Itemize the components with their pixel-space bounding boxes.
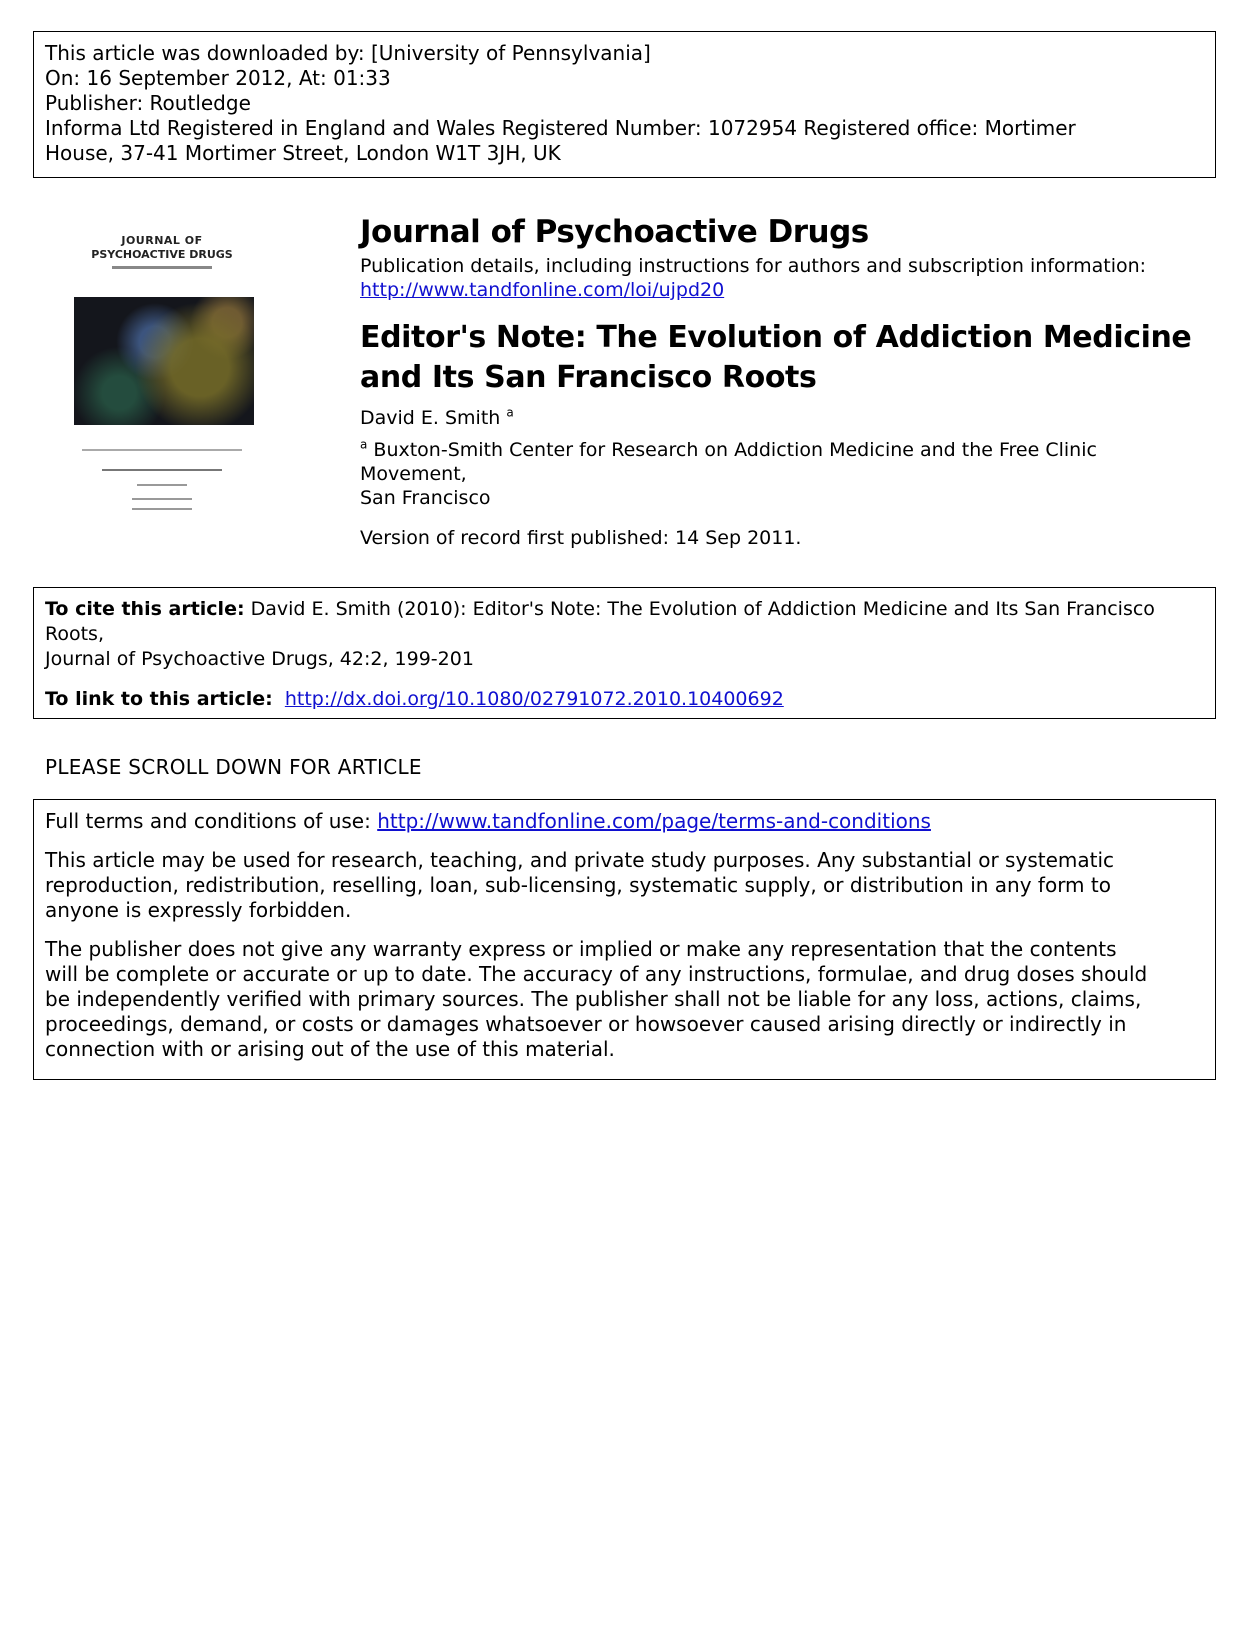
terms-box (33, 799, 1216, 1080)
article-title (360, 318, 1200, 398)
article-title-line1: Editor's Note: The Evolution of Addiction Medicine (360, 320, 1192, 355)
terms-p2-line: The publisher does not give any warranty express or implied or make any representation that the contents (45, 937, 1117, 961)
journal-link[interactable]: http://www.tandfonline.com/loi/ujpd20 (360, 279, 725, 301)
link-label: To link to this article: (45, 688, 273, 710)
article-title-line2: and Its San Francisco Roots (360, 360, 817, 395)
author (360, 406, 1200, 430)
terms-p2-line: will be complete or accurate or up to date. The accuracy of any instructions, formulae, and drug doses should (45, 962, 1148, 986)
cover-rule (82, 449, 242, 451)
download-date-line: On: 16 September 2012, At: 01:33 (45, 66, 391, 90)
cite-text-line2: Journal of Psychoactive Drugs, 42:2, 199-201 (45, 648, 474, 670)
journal-title: Journal of Psychoactive Drugs (360, 214, 869, 250)
terms-paragraph-1 (45, 848, 1204, 923)
doi-link[interactable]: http://dx.doi.org/10.1080/02791072.2010.10400692 (284, 688, 784, 710)
cite-text-line1: David E. Smith (2010): Editor's Note: The Evolution of Addiction Medicine and Its San Francisco Roots, (45, 598, 1155, 645)
affiliation (360, 438, 1200, 510)
affiliation-mark: a (360, 437, 368, 452)
cover-title-line1: JOURNAL OF (121, 234, 203, 247)
cover-text-mark (132, 508, 192, 510)
terms-p2-line: connection with or arising out of the use of this material. (45, 1037, 615, 1061)
terms-p2-line: proceedings, demand, or costs or damages whatsoever or howsoever caused arising directly or indirectly in (45, 1012, 1127, 1036)
scroll-down-note: PLEASE SCROLL DOWN FOR ARTICLE (45, 755, 422, 779)
journal-cover-image (62, 222, 262, 522)
registration-line: Informa Ltd Registered in England and Wales Registered Number: 1072954 Registered office: Mortimer (45, 116, 1076, 140)
download-notice-box (33, 31, 1216, 178)
citation-box (33, 587, 1216, 719)
terms-p1-line: This article may be used for research, teaching, and private study purposes. Any substantial or systematic (45, 848, 1115, 872)
terms-label: Full terms and conditions of use: (45, 809, 378, 833)
cover-text-mark (132, 498, 192, 500)
author-name: David E. Smith (360, 407, 501, 429)
cover-artwork (74, 297, 254, 425)
cover-text-mark (102, 469, 222, 471)
publication-details-text: Publication details, including instructions for authors and subscription information: (360, 255, 1147, 277)
version-of-record: Version of record first published: 14 Sep 2011. (360, 527, 802, 549)
terms-paragraph-2 (45, 937, 1204, 1062)
download-line: This article was downloaded by: [University of Pennsylvania] (45, 41, 651, 65)
terms-link[interactable]: http://www.tandfonline.com/page/terms-and-conditions (377, 809, 931, 833)
cover-text-mark (137, 484, 187, 486)
address-line: House, 37-41 Mortimer Street, London W1T 3JH, UK (45, 141, 561, 165)
cite-label: To cite this article: (45, 598, 245, 620)
terms-p2-line: be independently verified with primary sources. The publisher shall not be liable for any loss, actions, claims, (45, 987, 1142, 1011)
publisher-line: Publisher: Routledge (45, 91, 251, 115)
affiliation-line1: Buxton-Smith Center for Research on Addiction Medicine and the Free Clinic Movement, (360, 439, 1097, 485)
affiliation-line2: San Francisco (360, 487, 491, 509)
publication-details (360, 254, 1200, 302)
terms-p1-line: anyone is expressly forbidden. (45, 898, 352, 922)
cover-subtitle-mark (112, 266, 212, 269)
terms-p1-line: reproduction, redistribution, reselling, loan, sub-licensing, systematic supply, or distribution in any form to (45, 873, 1111, 897)
article-metadata (360, 212, 1200, 550)
cover-title-line2: PSYCHOACTIVE DRUGS (91, 248, 233, 261)
author-affiliation-mark: a (506, 405, 514, 420)
